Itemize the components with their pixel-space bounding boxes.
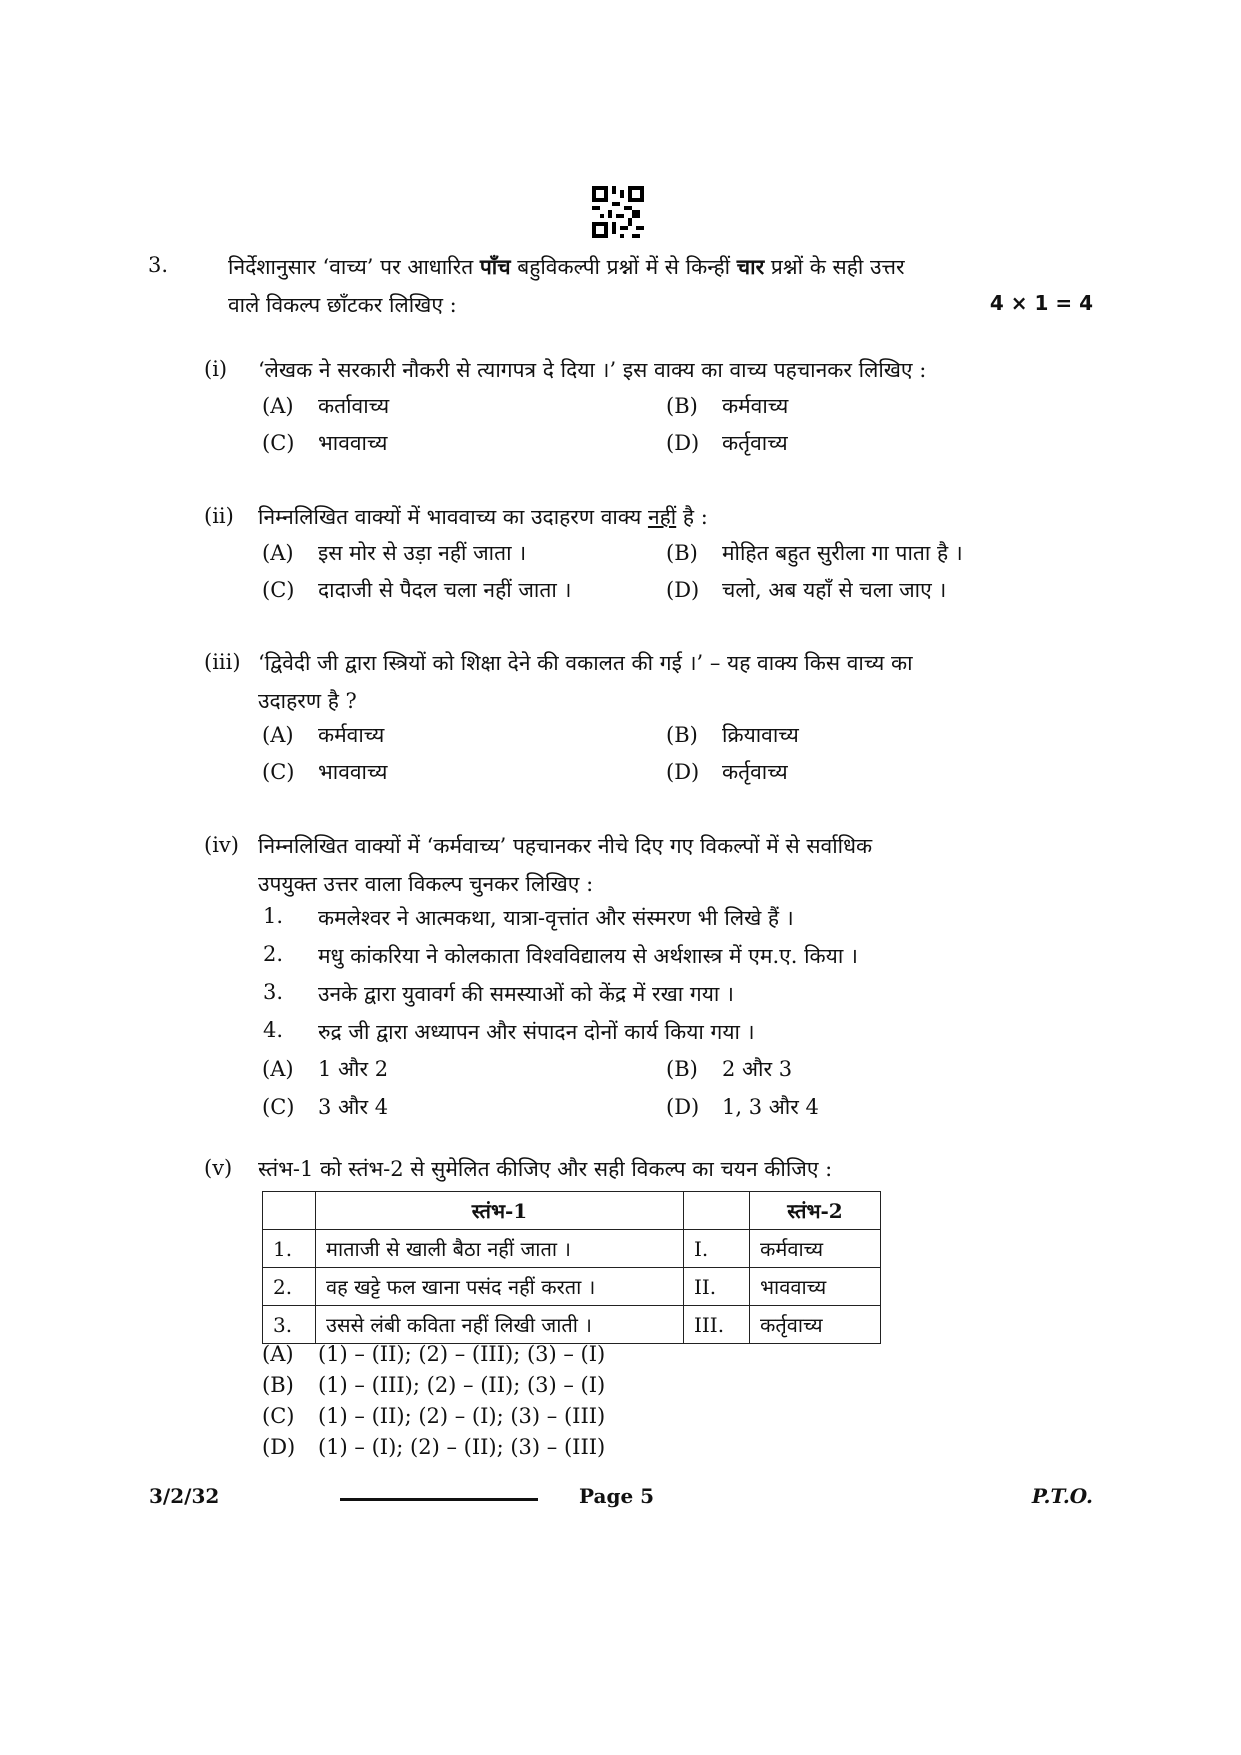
- option-iii-b: (B) क्रियावाच्य: [666, 723, 799, 747]
- option-iv-a: (A) 1 और 2: [262, 1057, 389, 1081]
- option-ii-b: (B) मोहित बहुत सुरीला गा पाता है ।: [666, 541, 963, 565]
- match-table: [262, 1191, 881, 1344]
- table-row: [263, 1230, 881, 1268]
- subquestion-iii-line1: ‘द्विवेदी जी द्वारा स्त्रियों को शिक्षा देने की वकालत की गई ।’ – यह वाक्य किस वाच्य का: [258, 651, 913, 675]
- subquestion-ii-text: निम्नलिखित वाक्यों में भाववाच्य का उदाहरण वाक्य नहीं है :: [258, 505, 708, 529]
- roman-number: II.: [684, 1268, 750, 1306]
- statement-text-2: मधु कांकरिया ने कोलकाता विश्वविद्यालय से अर्थशास्त्र में एम.ए. किया ।: [318, 944, 858, 968]
- option-i-b: (B) कर्मवाच्य: [666, 394, 789, 418]
- row-number: 3.: [263, 1306, 316, 1344]
- option-i-d: (D) कर्तृवाच्य: [666, 431, 788, 455]
- table-header-row: [263, 1192, 881, 1230]
- subquestion-label-ii: (ii): [204, 504, 234, 528]
- option-iv-b: (B) 2 और 3: [666, 1057, 793, 1081]
- subquestion-iv-line2: उपयुक्त उत्तर वाला विकल्प चुनकर लिखिए :: [258, 872, 594, 896]
- row-number: 1.: [263, 1230, 316, 1268]
- column1-cell: वह खट्टे फल खाना पसंद नहीं करता ।: [316, 1268, 684, 1306]
- qr-code-icon: [592, 186, 644, 238]
- option-ii-c: (C) दादाजी से पैदल चला नहीं जाता ।: [262, 578, 572, 602]
- marks-label: 4 × 1 = 4: [989, 291, 1093, 315]
- intro-bold-four: चार: [736, 254, 765, 279]
- statement-text-1: कमलेश्वर ने आत्मकथा, यात्रा-वृत्तांत और संस्मरण भी लिखे हैं ।: [318, 906, 794, 930]
- header-column-2: स्तंभ-2: [750, 1192, 881, 1230]
- underlined-word: नहीं: [647, 505, 677, 529]
- option-iv-d: (D) 1, 3 और 4: [666, 1095, 819, 1119]
- option-v-b: (B) (1) – (III); (2) – (II); (3) – (I): [262, 1373, 606, 1397]
- row-number: 2.: [263, 1268, 316, 1306]
- option-i-a: (A) कर्तावाच्य: [262, 394, 390, 418]
- option-v-d: (D) (1) – (I); (2) – (II); (3) – (III): [262, 1435, 606, 1459]
- option-v-a: (A) (1) – (II); (2) – (III); (3) – (I): [262, 1342, 606, 1366]
- pto-label: P.T.O.: [1031, 1484, 1093, 1508]
- column1-cell: माताजी से खाली बैठा नहीं जाता ।: [316, 1230, 684, 1268]
- subquestion-iii-line2: उदाहरण है ?: [258, 689, 357, 713]
- paper-code: 3/2/32: [149, 1484, 220, 1508]
- option-iv-c: (C) 3 और 4: [262, 1095, 389, 1119]
- statement-text-3: उनके द्वारा युवावर्ग की समस्याओं को केंद्र में रखा गया ।: [318, 982, 734, 1006]
- statement-number-1: 1.: [263, 904, 284, 928]
- subquestion-label-i: (i): [204, 357, 228, 381]
- roman-number: I.: [684, 1230, 750, 1268]
- option-i-c: (C) भाववाच्य: [262, 431, 388, 455]
- option-iii-d: (D) कर्तृवाच्य: [666, 760, 788, 784]
- header-empty-2: [684, 1192, 750, 1230]
- roman-number: III.: [684, 1306, 750, 1344]
- subquestion-label-iv: (iv): [204, 833, 239, 857]
- footer-divider: [340, 1498, 538, 1501]
- subquestion-label-v: (v): [204, 1156, 233, 1180]
- option-ii-d: (D) चलो, अब यहाँ से चला जाए ।: [666, 578, 947, 602]
- page-number: Page 5: [579, 1484, 655, 1508]
- intro-text-c: प्रश्नों के सही उत्तर: [764, 255, 905, 279]
- column2-cell: कर्मवाच्य: [750, 1230, 881, 1268]
- column2-cell: कर्तृवाच्य: [750, 1306, 881, 1344]
- table-row: [263, 1306, 881, 1344]
- subquestion-v-text: स्तंभ-1 को स्तंभ-2 से सुमेलित कीजिए और सही विकल्प का चयन कीजिए :: [258, 1157, 833, 1181]
- header-column-1: स्तंभ-1: [316, 1192, 684, 1230]
- header-empty-1: [263, 1192, 316, 1230]
- statement-text-4: रुद्र जी द्वारा अध्यापन और संपादन दोनों कार्य किया गया ।: [318, 1020, 755, 1044]
- option-v-c: (C) (1) – (II); (2) – (I); (3) – (III): [262, 1404, 606, 1428]
- intro-text-b: बहुविकल्पी प्रश्नों में से किन्हीं: [510, 255, 737, 279]
- statement-number-4: 4.: [263, 1018, 284, 1042]
- question-intro-line2: वाले विकल्प छाँटकर लिखिए :: [228, 293, 457, 317]
- column1-cell: उससे लंबी कविता नहीं लिखी जाती ।: [316, 1306, 684, 1344]
- question-number: 3.: [148, 253, 169, 277]
- intro-text-a: निर्देशानुसार ‘वाच्य’ पर आधारित: [228, 255, 480, 279]
- intro-bold-five: पाँच: [479, 254, 511, 279]
- subquestion-label-iii: (iii): [204, 650, 241, 674]
- subquestion-iv-line1: निम्नलिखित वाक्यों में ‘कर्मवाच्य’ पहचानकर नीचे दिए गए विकल्पों में से सर्वाधिक: [258, 834, 873, 858]
- option-iii-a: (A) कर्मवाच्य: [262, 723, 385, 747]
- statement-number-2: 2.: [263, 942, 284, 966]
- option-iii-c: (C) भाववाच्य: [262, 760, 388, 784]
- column2-cell: भाववाच्य: [750, 1268, 881, 1306]
- option-ii-a: (A) इस मोर से उड़ा नहीं जाता ।: [262, 541, 527, 565]
- subquestion-i-text: ‘लेखक ने सरकारी नौकरी से त्यागपत्र दे दिया ।’ इस वाक्य का वाच्य पहचानकर लिखिए :: [258, 358, 927, 382]
- question-intro-line1: [228, 253, 905, 281]
- table-row: [263, 1268, 881, 1306]
- statement-number-3: 3.: [263, 980, 284, 1004]
